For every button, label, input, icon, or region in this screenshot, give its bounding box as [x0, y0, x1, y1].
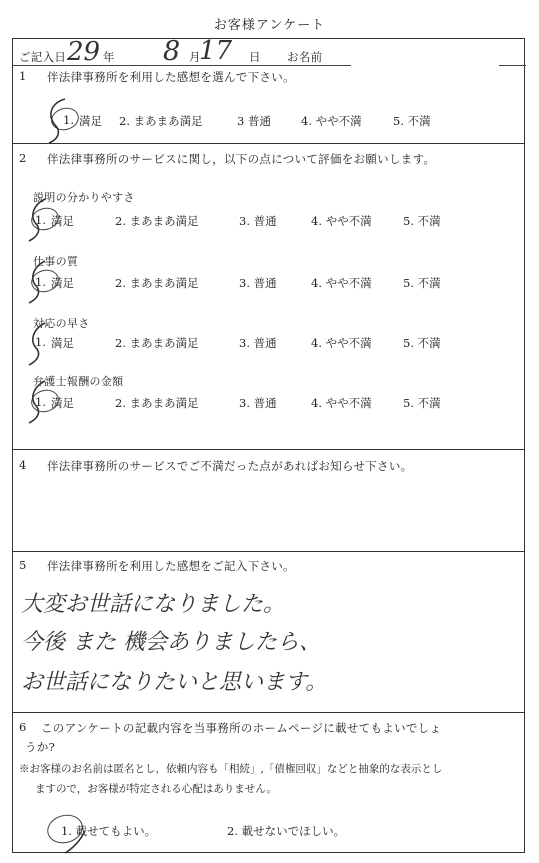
q4-number: 4	[19, 458, 27, 472]
q2-item-1-option-4: 4. やや不満	[311, 214, 372, 228]
q2-item-4-option-2: 2. まあまあ満足	[115, 396, 199, 410]
q2-item-4-check-mark	[25, 377, 55, 425]
q2-item-1-check-mark	[25, 195, 55, 243]
page-title: お客様アンケート	[213, 18, 326, 33]
q1-number: 1	[19, 69, 27, 83]
survey-form	[12, 38, 525, 853]
q2-item-label-3: 対応の早さ	[33, 317, 90, 330]
q1-option-1: 1.	[63, 113, 74, 127]
q2-item-4-option-1: 1.	[35, 395, 46, 409]
month-label: 月	[189, 50, 201, 64]
q1-question: 伴法律事務所を利用した感想を選んで下さい。	[47, 70, 295, 84]
day-label: 日	[249, 50, 261, 64]
q1-option-3: 3 普通	[237, 114, 271, 128]
q2-item-3-option-2: 2. まあまあ満足	[115, 336, 199, 350]
q2-item-2-check-mark	[25, 257, 55, 305]
q6-note-line-1: ※お客様のお名前は匿名とし，依頼内容も「相続」,「債権回収」などと抽象的な表示とし	[19, 763, 443, 775]
entry-date-label: ご記入日	[19, 50, 67, 64]
divider-2	[13, 449, 524, 450]
divider-3	[13, 551, 524, 552]
q2-item-1-option-3: 3. 普通	[239, 214, 277, 228]
q5-handwriting-line-3: お世話になりたいと思います。	[21, 670, 328, 695]
q1-option-5: 5. 不満	[393, 114, 431, 128]
q2-item-1-option-1-label: 満足	[51, 214, 74, 228]
q2-item-4-option-5: 5. 不満	[403, 396, 441, 410]
q2-question: 伴法律事務所のサービスに関し，以下の点について評価をお願いします。	[47, 152, 436, 166]
q6-check-mark	[61, 829, 91, 855]
q6-note-line-2: ますので，お客様が特定される心配はありません。	[35, 783, 277, 795]
q2-item-2-option-5: 5. 不満	[403, 276, 441, 290]
divider-1	[13, 143, 524, 144]
q2-item-4-option-3: 3. 普通	[239, 396, 277, 410]
q5-number: 5	[19, 558, 27, 572]
q1-check-mark	[43, 95, 73, 145]
divider-4	[13, 712, 524, 713]
q2-item-2-option-1: 1.	[35, 275, 46, 289]
q2-item-3-option-3: 3. 普通	[239, 336, 277, 350]
header-underline	[13, 65, 351, 66]
name-label: お名前	[287, 50, 323, 64]
q2-item-4-option-4: 4. やや不満	[311, 396, 372, 410]
q2-item-3-option-5: 5. 不満	[403, 336, 441, 350]
q2-item-2-option-4: 4. やや不満	[311, 276, 372, 290]
q2-item-3-option-1-label: 満足	[51, 336, 74, 350]
q2-item-1-option-5: 5. 不満	[403, 214, 441, 228]
q6-option-1: 1. 載せてもよい。	[61, 824, 157, 838]
month-value: 8	[163, 36, 181, 67]
q2-item-2-option-2: 2. まあまあ満足	[115, 276, 199, 290]
q2-item-label-1: 説明の分かりやすさ	[33, 191, 135, 204]
q6-option-2: 2. 載せないでほしい。	[227, 824, 346, 838]
q1-option-4: 4. やや不満	[301, 114, 362, 128]
q4-question: 伴法律事務所のサービスでご不満だった点があればお知らせ下さい。	[47, 459, 413, 473]
q2-item-label-2: 仕事の質	[33, 255, 79, 268]
q2-item-1-option-2: 2. まあまあ満足	[115, 214, 199, 228]
year-value: 29	[67, 37, 101, 67]
q2-number: 2	[19, 151, 27, 165]
q5-handwriting-line-2: 今後 また 機会ありましたら、	[21, 630, 321, 655]
q2-item-4-option-1-label: 満足	[51, 396, 74, 410]
q6-question-line-2: うか?	[25, 740, 56, 754]
q2-item-3-option-4: 4. やや不満	[311, 336, 372, 350]
q1-option-2: 2. まあまあ満足	[119, 114, 203, 128]
q2-item-2-option-1-label: 満足	[51, 276, 74, 290]
q6-question-line-1: このアンケートの記載内容を当事務所のホームページに載せてもよいでしょ	[41, 721, 442, 735]
q2-item-label-4: 弁護士報酬の金額	[33, 375, 124, 388]
header-underline-right	[499, 65, 526, 66]
q2-item-3-check-mark	[25, 319, 55, 367]
day-value: 17	[199, 36, 233, 66]
year-label: 年	[103, 50, 115, 64]
q5-question: 伴法律事務所を利用した感想をご記入下さい。	[47, 559, 295, 573]
q5-handwriting-line-1: 大変お世話になりました。	[21, 592, 286, 617]
q2-item-2-option-3: 3. 普通	[239, 276, 277, 290]
q1-option-1-label: 満足	[79, 114, 102, 128]
q6-number: 6	[19, 720, 27, 734]
q2-item-3-option-1: 1.	[35, 335, 46, 349]
q2-item-1-option-1: 1.	[35, 213, 46, 227]
